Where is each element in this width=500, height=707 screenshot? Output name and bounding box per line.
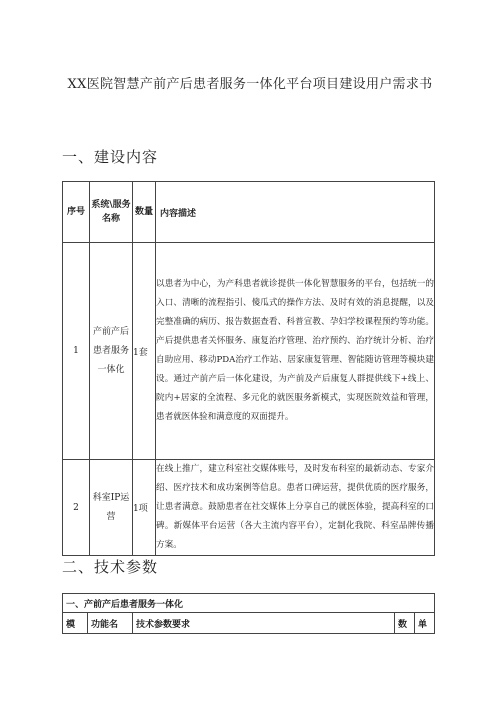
row-qty: 1项: [133, 460, 156, 556]
row-seq: 2: [63, 460, 90, 556]
row-desc: 以患者为中心，为产科患者就诊提供一体化智慧服务的平台，包括统一的入口、清晰的流程指引、傻瓜式的操作方法、及时有效的消息提醒，以及完整准确的病历、报告数据查看、科普宣教、孕妇学校课程预约等功能。产后提供患者关怀服务、康复治疗管理、治疗预约、治疗统计分析、治疗自助应用、移动PDA治疗工作站、居家康复管理、智能随访管理等模块建设。通过产前产后一体化建设，为产前及产后康复人群提供线下+线上、院内+居家的全流程、多元化的就医服务新模式，实现医院效益和管理，患者就医体验和满意度的双面提升。: [156, 243, 435, 460]
section-heading-tech-params: 二、技术参数: [62, 558, 159, 576]
row-qty: 1套: [133, 243, 156, 460]
group-title: 一、产前产后患者服务一体化: [63, 594, 435, 613]
header-desc: 内容描述: [156, 182, 435, 243]
tech-params-table: [62, 593, 435, 634]
header-func: 功能名: [88, 613, 133, 634]
header-unit: 单: [415, 613, 435, 634]
header-qty: 数: [395, 613, 415, 634]
document-title: XX医院智慧产前产后患者服务一体化平台项目建设用户需求书: [67, 77, 433, 92]
table-header-row: [63, 613, 435, 634]
header-name: 系统\服务名称: [90, 182, 133, 243]
row-seq: 1: [63, 243, 90, 460]
header-seq: 序号: [63, 182, 90, 243]
row-desc: 在线上推广，建立科室社交媒体账号，及时发布科室的最新动态、专家介绍、医疗技术和成功案例等信息。患者口碑运营，提供优质的医疗服务，让患者满意。鼓励患者在社交媒体上分享自己的就医体验，提高科室的口碑。新媒体平台运营（各大主流内容平台），定制化我院、科室品牌传播方案。: [156, 460, 435, 556]
table-row: [63, 460, 435, 556]
table-group-row: [63, 594, 435, 613]
header-module: 模: [63, 613, 88, 634]
header-spec: 技术参数要求: [133, 613, 395, 634]
header-qty: 数量: [133, 182, 156, 243]
row-name: 产前产后患者服务一体化: [90, 243, 133, 460]
table-row: [63, 243, 435, 460]
row-name: 科室IP运营: [90, 460, 133, 556]
table-header-row: [63, 182, 435, 243]
section-heading-construction: 一、建设内容: [62, 148, 159, 166]
construction-content-table: [62, 181, 435, 556]
